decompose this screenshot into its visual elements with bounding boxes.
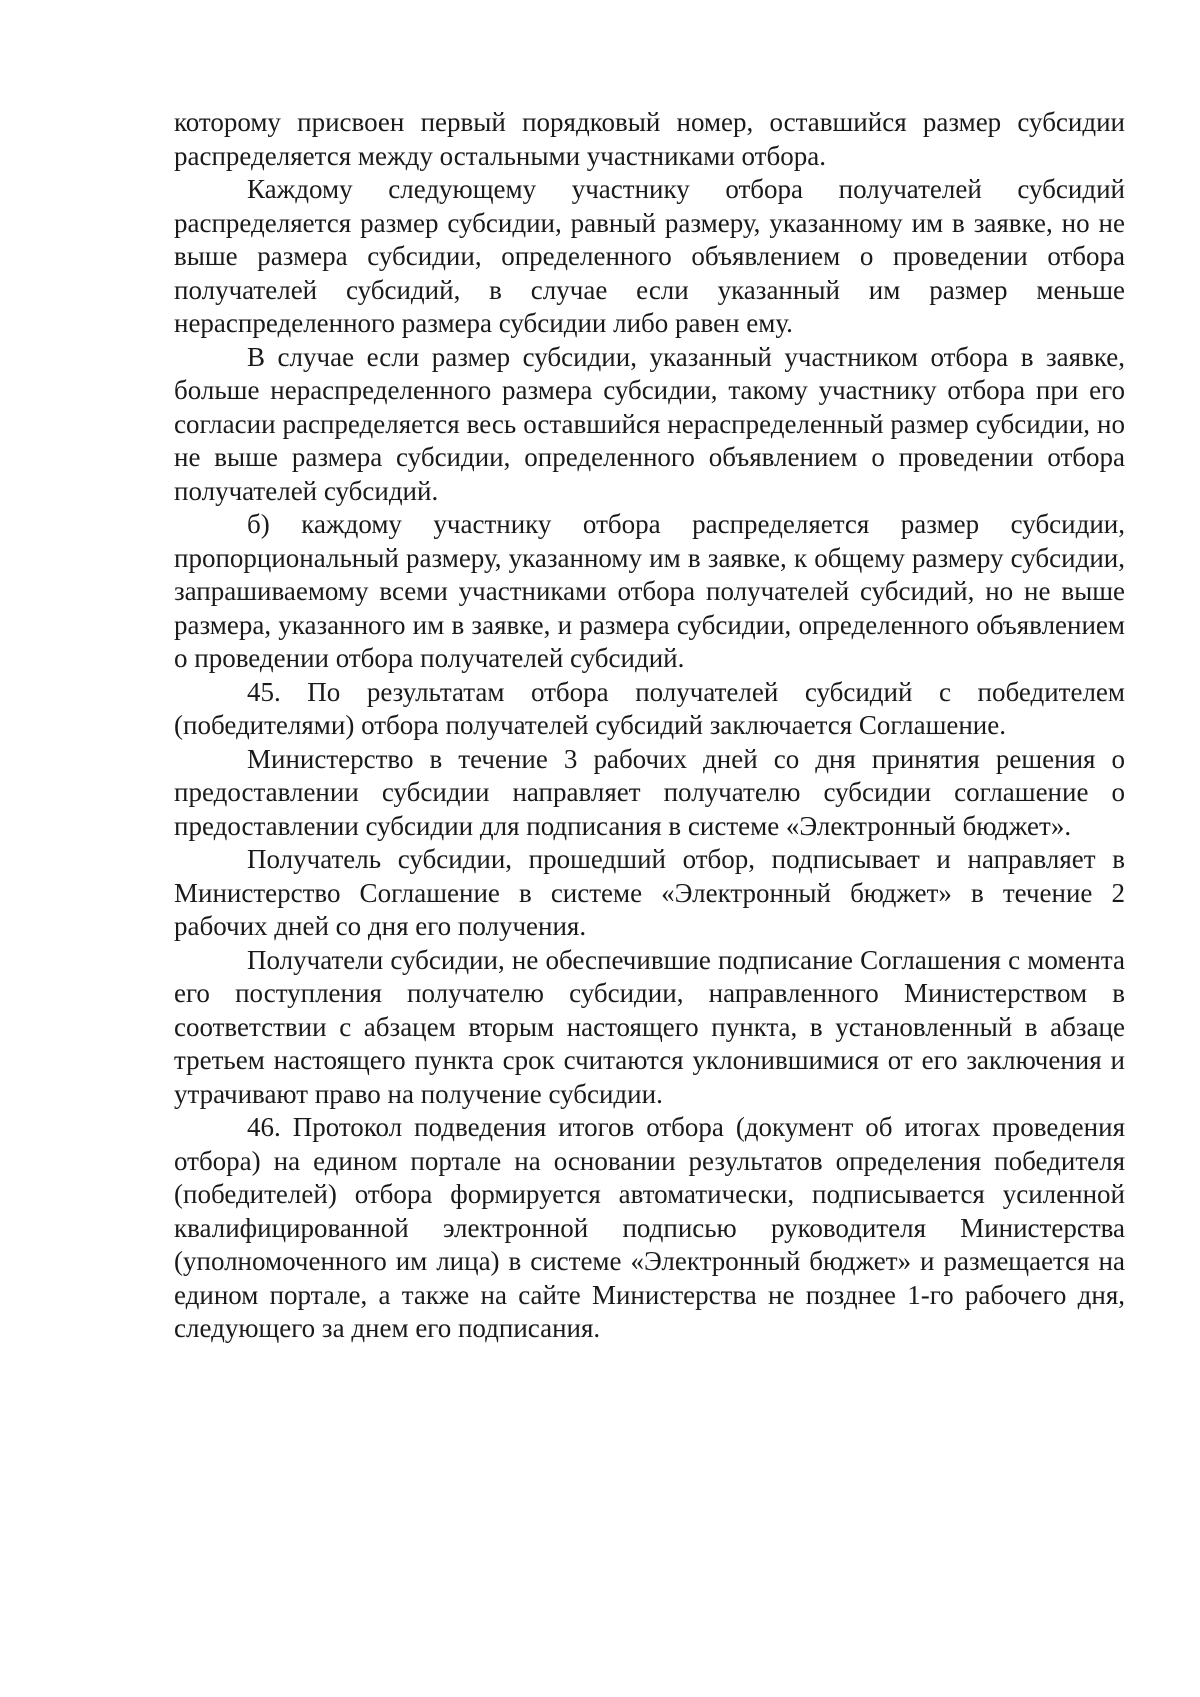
paragraph-item-45: 45. По результатам отбора получателей субсидий с победителем (победителями) отбора получателей субсидий заключается Соглашение. — [174, 676, 1125, 740]
paragraph-proportional: б) каждому участнику отбора распределяется размер субсидии, пропорциональный размеру, указанному им в заявке, к общему размеру субсидии, запрашиваемому всеми участниками отбора получателей субсидий, но не выше размера, указанного им в заявке, и размера субсидии, определенного объявлением о проведении отбора получателей субсидий. — [174, 509, 1125, 673]
paragraph-excess-amount: В случае если размер субсидии, указанный участником отбора в заявке, больше нераспределенного размера субсидии, такому участнику отбора при его согласии распределяется весь оставшийся нераспределенный размер субсидии, но не выше размера субсидии, определенного объявлением о проведении отбора получателей субсидий. — [174, 341, 1125, 506]
paragraph-item-46: 46. Протокол подведения итогов отбора (документ об итогах проведения отбора) на едином портале на основании результатов определения победителя (победителей) отбора формируется автоматически, подписывается усиленной квалифицированной электронной подписью руководителя Министерства (уполномоченного им лица) в системе «Электронный бюджет» и размещается на едином портале, а также на сайте Министерства не позднее 1-го рабочего дня, следующего за днем его подписания. — [174, 1112, 1125, 1343]
paragraph-next-participant: Каждому следующему участнику отбора получателей субсидий распределяется размер субсидии, равный размеру, указанному им в заявке, но не выше размера субсидии, определенного объявлением о проведении отбора получателей субсидий, в случае если указанный им размер меньше нераспределенного размера субсидии либо равен ему. — [174, 174, 1125, 338]
paragraph-evasion: Получатели субсидии, не обеспечившие подписание Соглашения с момента его поступления получателю субсидии, направленного Министерством в соответствии с абзацем вторым настоящего пункта, в установленный в абзаце третьем настоящего пункта срок считаются уклонившимися от его заключения и утрачивают право на получение субсидии. — [174, 944, 1125, 1109]
document-page — [174, 106, 1125, 1346]
paragraph-recipient-signs: Получатель субсидии, прошедший отбор, подписывает и направляет в Министерство Соглашение в системе «Электронный бюджет» в течение 2 рабочих дней со дня его получения. — [174, 844, 1125, 941]
paragraph-continuation: которому присвоен первый порядковый номер, оставшийся размер субсидии распределяется между остальными участниками отбора. — [174, 107, 1125, 171]
paragraph-ministry-term: Министерство в течение 3 рабочих дней со дня принятия решения о предоставлении субсидии направляет получателю субсидии соглашение о предоставлении субсидии для подписания в системе «Электронный бюджет». — [174, 743, 1125, 841]
